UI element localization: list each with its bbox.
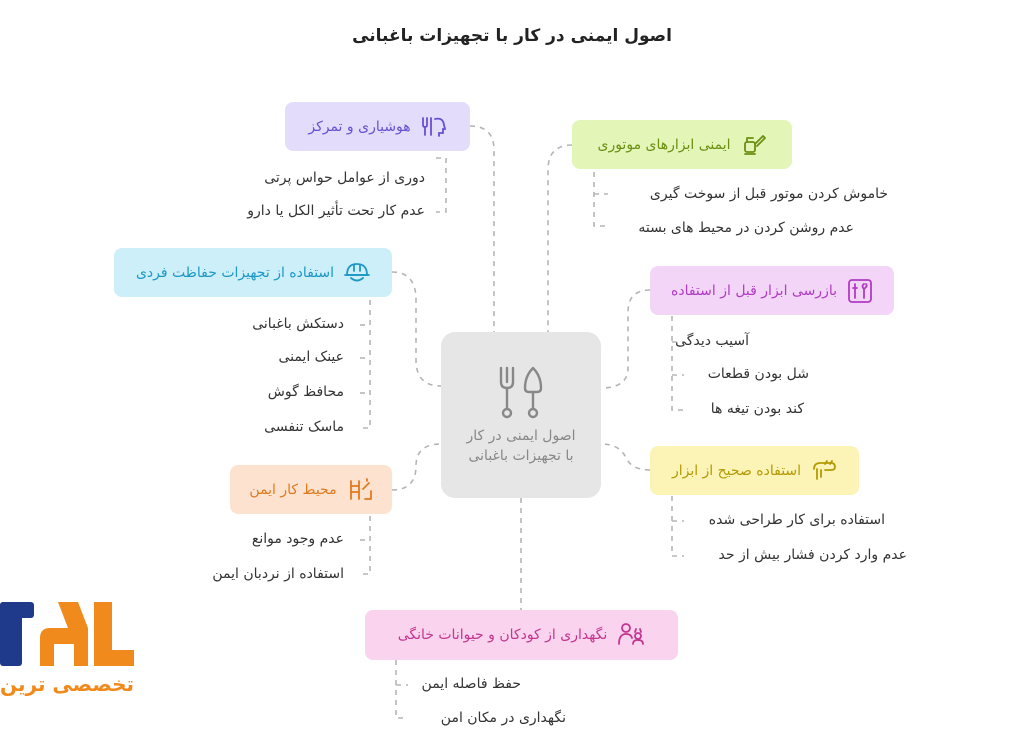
leaf-no-obstacles: عدم وجود موانع [251, 531, 344, 547]
node-ppe-usage [114, 248, 392, 297]
leaf-loose-parts: شل بودن قطعات [707, 366, 809, 382]
node-tool-inspection [650, 266, 894, 315]
head-focus-icon [421, 115, 447, 139]
node-label: استفاده صحیح از ابزار [671, 462, 802, 479]
leaf-safety-glasses: عینک ایمنی [278, 349, 344, 365]
leaf-keep-safe-distance: حفظ فاصله ایمن [421, 676, 521, 692]
leaf-avoid-distraction: دوری از عوامل حواس پرتی [264, 170, 425, 186]
node-power-tool-safety [572, 120, 792, 169]
diagram-title: اصول ایمنی در کار با تجهیزات باغبانی [352, 26, 672, 46]
family-pet-icon [617, 622, 645, 648]
leaf-no-excess-force: عدم وارد کردن فشار بیش از حد [718, 547, 907, 563]
node-children-pets-care [365, 610, 678, 660]
node-label: نگهداری از کودکان و حیوانات خانگی [397, 627, 608, 643]
leaf-use-as-designed: استفاده برای کار طراحی شده [708, 512, 885, 528]
node-alertness-focus [285, 102, 470, 151]
leaf-dull-blades: کند بودن تیغه ها [710, 401, 804, 417]
central-topic-label: اصول ایمنی در کار با تجهیزات باغبانی [466, 428, 576, 464]
node-label: هوشیاری و تمرکز [308, 118, 411, 135]
node-label: بازرسی ابزار قبل از استفاده [671, 282, 837, 299]
helmet-icon [344, 261, 370, 285]
leaf-safe-ladder: استفاده از نردبان ایمن [212, 566, 344, 582]
leaf-turn-off-before-fuel: خاموش کردن موتور قبل از سوخت گیری [649, 186, 888, 202]
ladder-icon [347, 477, 373, 503]
chainsaw-icon [741, 132, 767, 158]
leaf-respirator-mask: ماسک تنفسی [264, 419, 344, 435]
node-label: محیط کار ایمن [249, 481, 337, 498]
leaf-garden-gloves: دستکش باغبانی [252, 316, 344, 332]
brand-tagline: تخصصی ترین [0, 672, 134, 696]
leaf-keep-in-safe-place: نگهداری در مکان امن [440, 710, 566, 726]
leaf-no-alcohol-drugs: عدم کار تحت تأثیر الکل یا دارو [247, 203, 425, 219]
node-label: استفاده از تجهیزات حفاظت فردی [135, 264, 335, 281]
node-safe-workplace [230, 465, 392, 514]
hand-tool-icon [811, 459, 837, 483]
node-label: ایمنی ابزارهای موتوری [597, 136, 731, 153]
leaf-ear-protection: محافظ گوش [267, 384, 344, 400]
garden-tools-icon [493, 364, 549, 420]
central-topic [441, 332, 601, 498]
leaf-no-start-indoors: عدم روشن کردن در محیط های بسته [638, 220, 854, 236]
leaf-damage: آسیب دیدگی [675, 333, 749, 349]
node-proper-tool-use [650, 446, 859, 495]
toolbox-icon [847, 278, 873, 304]
